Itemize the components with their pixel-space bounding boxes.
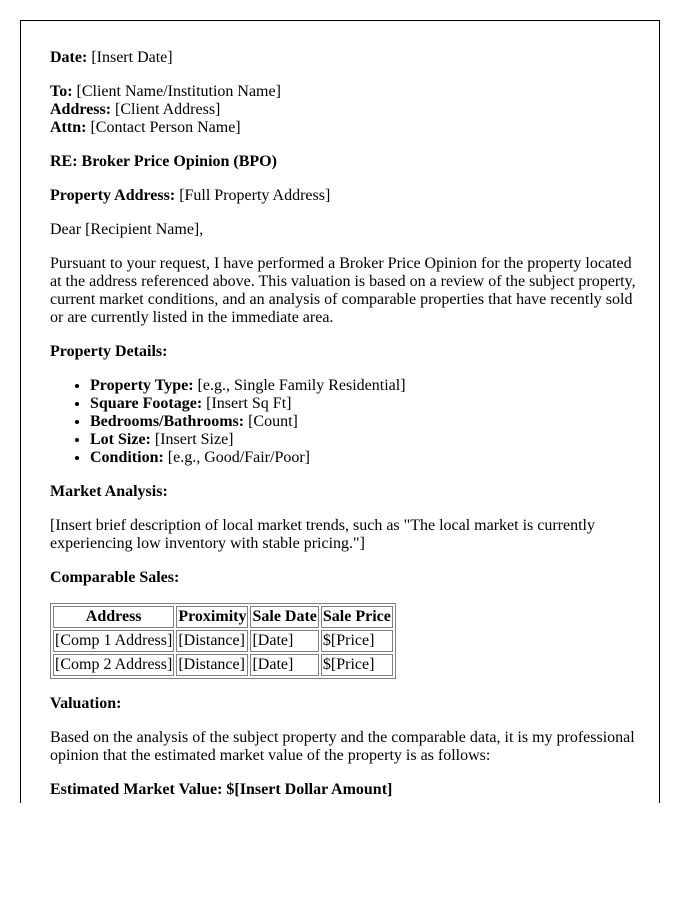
column-header-sale-price: Sale Price xyxy=(321,606,393,628)
comparable-sales-heading xyxy=(50,569,640,587)
detail-label: Bedrooms/Bathrooms: xyxy=(90,413,245,430)
subject-line xyxy=(50,153,640,171)
table-cell: $[Price] xyxy=(321,654,393,676)
estimated-value-line xyxy=(50,781,640,799)
attn-line xyxy=(50,119,640,137)
date-label: Date: xyxy=(50,49,88,66)
table-row xyxy=(53,630,393,652)
column-header-address: Address xyxy=(53,606,174,628)
address-value: [Client Address] xyxy=(111,101,221,118)
valuation-text: Based on the analysis of the subject property and the comparable data, it is my professional opinion that the estimated market value of the property is as follows: xyxy=(50,729,635,764)
property-address-value: [Full Property Address] xyxy=(175,187,331,204)
list-item xyxy=(90,377,640,395)
estimated-value-text: Estimated Market Value: $[Insert Dollar Amount] xyxy=(50,781,393,798)
date-line xyxy=(50,49,640,67)
list-item xyxy=(90,413,640,431)
attn-label: Attn: xyxy=(50,119,87,136)
property-details-heading-text: Property Details: xyxy=(50,343,168,360)
valuation-heading-text: Valuation: xyxy=(50,695,122,712)
table-cell: [Date] xyxy=(250,630,318,652)
detail-label: Square Footage: xyxy=(90,395,203,412)
market-analysis-text: [Insert brief description of local market trends, such as "The local market is currently experiencing low inventory with stable pricing."] xyxy=(50,517,595,552)
detail-label: Condition: xyxy=(90,449,164,466)
detail-value: [e.g., Single Family Residential] xyxy=(193,377,406,394)
table-cell: $[Price] xyxy=(321,630,393,652)
address-line xyxy=(50,101,640,119)
table-cell: [Distance] xyxy=(176,630,248,652)
detail-label: Property Type: xyxy=(90,377,194,394)
letter-body xyxy=(50,49,640,803)
salutation: Dear [Recipient Name], xyxy=(50,221,204,238)
to-label: To: xyxy=(50,83,73,100)
table-cell: [Comp 2 Address] xyxy=(53,654,174,676)
table-cell: [Date] xyxy=(250,654,318,676)
table-row xyxy=(53,654,393,676)
to-line xyxy=(50,83,640,101)
list-item xyxy=(90,395,640,413)
attn-value: [Contact Person Name] xyxy=(86,119,241,136)
property-details-list xyxy=(50,377,640,467)
column-header-sale-date: Sale Date xyxy=(250,606,318,628)
detail-value: [Insert Sq Ft] xyxy=(202,395,292,412)
property-address-label: Property Address: xyxy=(50,187,176,204)
intro-paragraph: Pursuant to your request, I have performed a Broker Price Opinion for the property located at the address referenced above. This valuation is based on a review of the subject property, current market conditions, and an analysis of comparable properties that have recently sold or are currently listed in the immediate area. xyxy=(50,255,636,326)
re-line: RE: Broker Price Opinion (BPO) xyxy=(50,153,277,170)
property-details-heading xyxy=(50,343,640,361)
property-address-line xyxy=(50,187,640,205)
detail-value: [Count] xyxy=(244,413,298,430)
detail-value: [e.g., Good/Fair/Poor] xyxy=(163,449,310,466)
detail-value: [Insert Size] xyxy=(150,431,234,448)
document-page xyxy=(20,20,660,803)
recipient-block xyxy=(50,83,640,137)
table-cell: [Comp 1 Address] xyxy=(53,630,174,652)
list-item xyxy=(90,431,640,449)
address-label: Address: xyxy=(50,101,112,118)
table-cell: [Distance] xyxy=(176,654,248,676)
market-analysis-heading xyxy=(50,483,640,501)
comparable-sales-heading-text: Comparable Sales: xyxy=(50,569,180,586)
market-analysis-heading-text: Market Analysis: xyxy=(50,483,168,500)
table-header-row xyxy=(53,606,393,628)
comparable-sales-table xyxy=(50,603,396,679)
date-value: [Insert Date] xyxy=(87,49,173,66)
valuation-heading xyxy=(50,695,640,713)
column-header-proximity: Proximity xyxy=(176,606,248,628)
list-item xyxy=(90,449,640,467)
to-value: [Client Name/Institution Name] xyxy=(72,83,281,100)
detail-label: Lot Size: xyxy=(90,431,151,448)
